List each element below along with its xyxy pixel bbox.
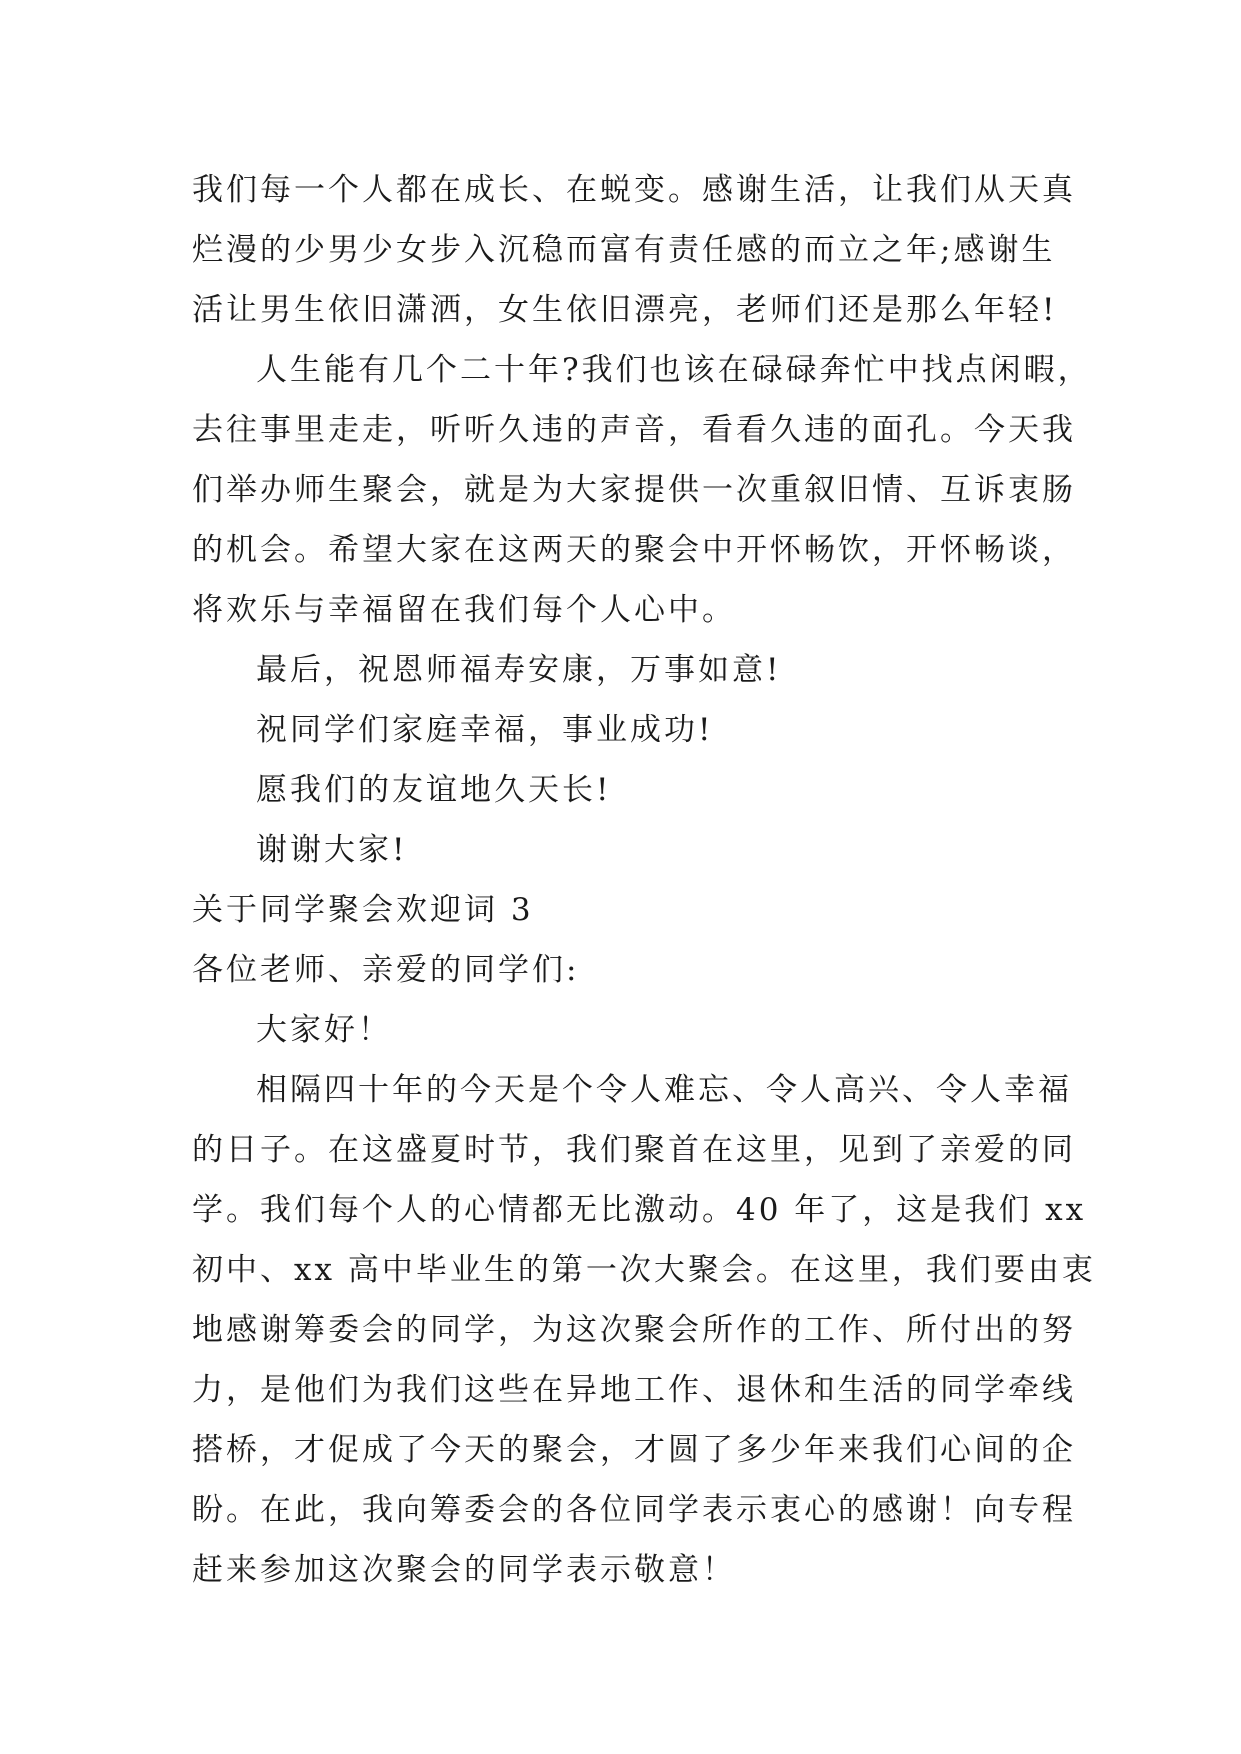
document-body xyxy=(192,160,1096,1600)
text-line: 人生能有几个二十年?我们也该在碌碌奔忙中找点闲暇， xyxy=(256,352,1092,388)
salutation: 各位老师、亲爱的同学们: xyxy=(192,952,580,988)
text-line: 活让男生依旧潇洒，女生依旧漂亮，老师们还是那么年轻! xyxy=(192,292,1058,328)
text-line: 学。我们每个人的心情都无比激动。40 年了，这是我们 xx xyxy=(192,1192,1087,1228)
text-line: 相隔四十年的今天是个令人难忘、令人高兴、令人幸福 xyxy=(256,1072,1072,1108)
text-line: 的日子。在这盛夏时节，我们聚首在这里，见到了亲爱的同 xyxy=(192,1132,1076,1168)
text-line: 我们每一个人都在成长、在蜕变。感谢生活，让我们从天真 xyxy=(192,172,1076,208)
text-line: 去往事里走走，听听久违的声音，看看久违的面孔。今天我 xyxy=(192,412,1076,448)
greeting: 大家好！ xyxy=(256,1012,392,1048)
text-line: 祝同学们家庭幸福，事业成功! xyxy=(256,712,714,748)
text-line: 盼。在此，我向筹委会的各位同学表示衷心的感谢！向专程 xyxy=(192,1492,1076,1528)
text-line: 最后，祝恩师福寿安康，万事如意! xyxy=(256,652,782,688)
text-line: 初中、xx 高中毕业生的第一次大聚会。在这里，我们要由衷 xyxy=(192,1252,1096,1288)
section-heading: 关于同学聚会欢迎词 3 xyxy=(192,892,534,928)
text-line: 愿我们的友谊地久天长! xyxy=(256,772,612,808)
text-line: 搭桥，才促成了今天的聚会，才圆了多少年来我们心间的企 xyxy=(192,1432,1076,1468)
text-line: 谢谢大家! xyxy=(256,832,408,868)
text-line: 的机会。希望大家在这两天的聚会中开怀畅饮，开怀畅谈， xyxy=(192,532,1076,568)
text-line: 烂漫的少男少女步入沉稳而富有责任感的而立之年;感谢生 xyxy=(192,232,1056,268)
text-line: 力，是他们为我们这些在异地工作、退休和生活的同学牵线 xyxy=(192,1372,1076,1408)
text-line: 们举办师生聚会，就是为大家提供一次重叙旧情、互诉衷肠 xyxy=(192,472,1076,508)
text-line: 赶来参加这次聚会的同学表示敬意！ xyxy=(192,1552,736,1588)
text-line: 地感谢筹委会的同学，为这次聚会所作的工作、所付出的努 xyxy=(192,1312,1076,1348)
text-line: 将欢乐与幸福留在我们每个人心中。 xyxy=(192,592,736,628)
